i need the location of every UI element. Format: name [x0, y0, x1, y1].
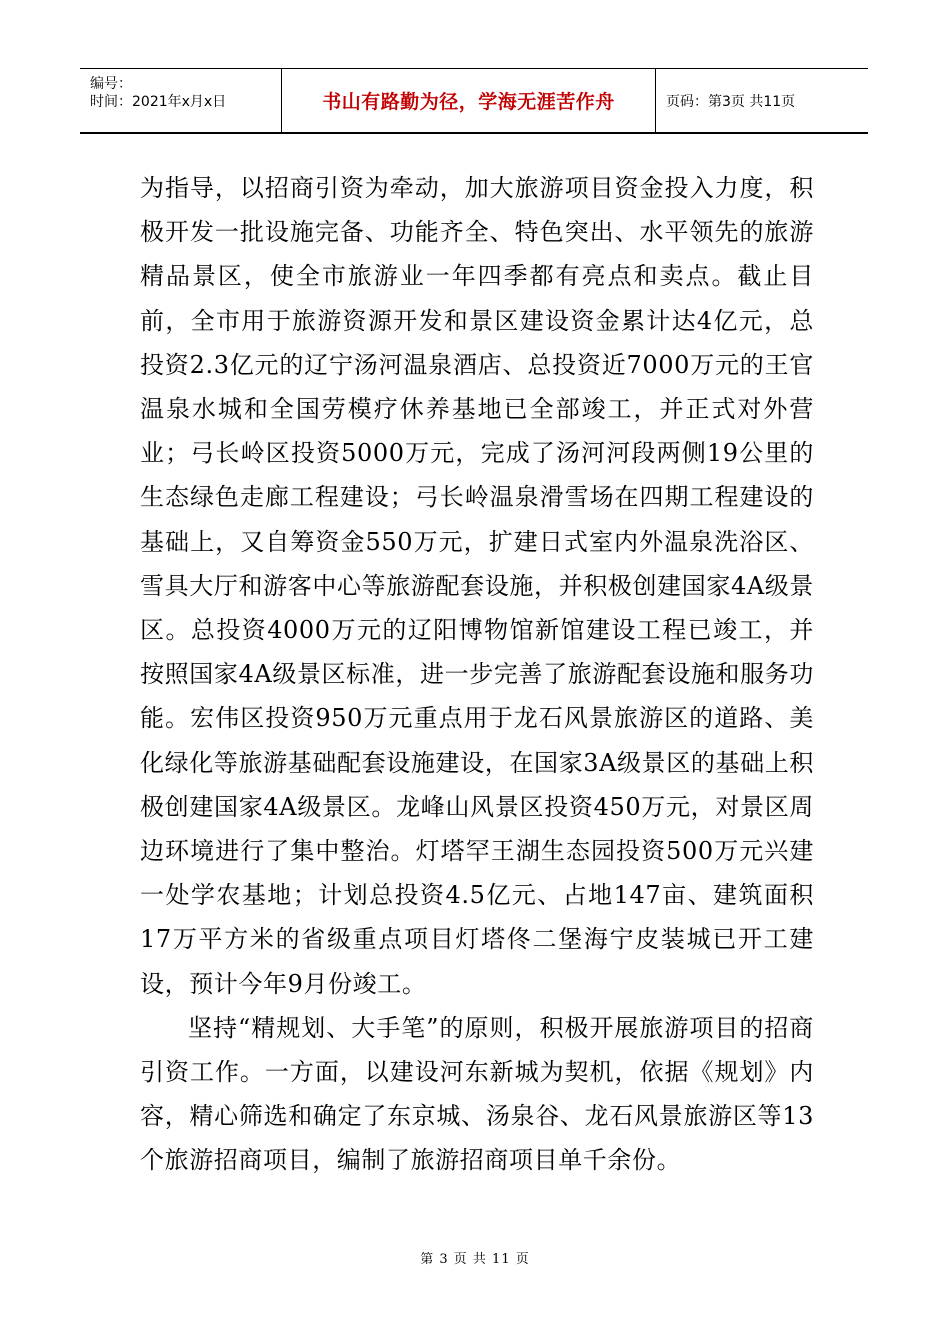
header-motto-cell	[281, 69, 656, 132]
page-info-text: 页码：第3页 共11页	[666, 93, 796, 110]
body-paragraph-1: 为指导，以招商引资为牵动，加大旅游项目资金投入力度，积极开发一批设施完备、功能齐全、特色突出、水平领先的旅游精品景区，使全市旅游业一年四季都有亮点和卖点。截止目前，全市用于旅游资源开发和景区建设资金累计达4亿元，总投资2.3亿元的辽宁汤河温泉酒店、总投资近7000万元的王官温泉水城和全国劳模疗休养基地已全部竣工，并正式对外营业；弓长岭区投资5000万元，完成了汤河河段两侧19公里的生态绿色走廊工程建设；弓长岭温泉滑雪场在四期工程建设的基础上，又自筹资金550万元，扩建日式室内外温泉洗浴区、雪具大厅和游客中心等旅游配套设施，并积极创建国家4A级景区。总投资4000万元的辽阳博物馆新馆建设工程已竣工，并按照国家4A级景区标准，进一步完善了旅游配套设施和服务功能。宏伟区投资950万元重点用于龙石风景旅游区的道路、美化绿化等旅游基础配套设施建设，在国家3A级景区的基础上积极创建国家4A级景区。龙峰山风景区投资450万元，对景区周边环境进行了集中整治。灯塔罕王湖生态园投资500万元兴建一处学农基地；计划总投资4.5亿元、占地147亩、建筑面积17万平方米的省级重点项目灯塔佟二堡海宁皮装城已开工建设，预计今年9月份竣工。	[140, 174, 814, 998]
header-meta	[80, 69, 281, 132]
body-paragraph-2: 坚持“精规划、大手笔”的原则，积极开展旅游项目的招商引资工作。一方面，以建设河东新城为契机，依据《规划》内容，精心筛选和确定了东京城、汤泉谷、龙石风景旅游区等13个旅游招商项目，编制了旅游招商项目单千余份。	[140, 1013, 814, 1175]
page-header	[80, 68, 868, 134]
header-page-info	[656, 69, 868, 132]
page-footer	[0, 1248, 950, 1267]
document-time-label: 时间：2021年x月x日	[90, 94, 227, 110]
header-motto: 书山有路勤为径，学海无涯苦作舟	[322, 91, 615, 113]
document-number-label: 编号：	[90, 76, 132, 92]
footer-page-number: 第 3 页 共 11 页	[420, 1252, 530, 1267]
document-body	[140, 166, 814, 1183]
